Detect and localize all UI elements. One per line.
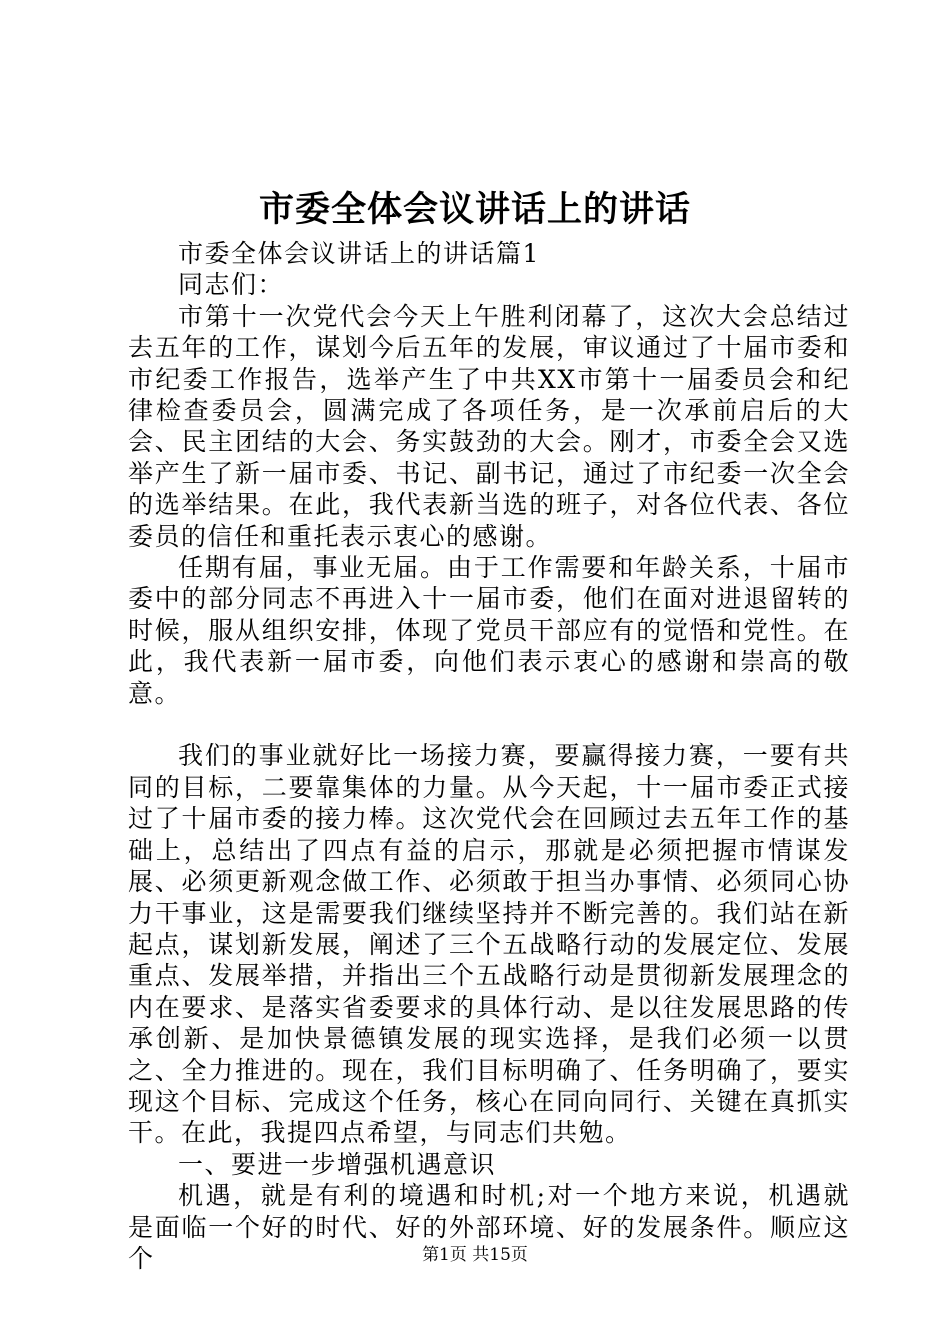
blank-line	[128, 709, 850, 740]
paragraph: 我们的事业就好比一场接力赛，要赢得接力赛，一要有共同的目标，二要靠集体的力量。从今天起，十一届市委正式接过了十届市委的接力棒。这次党代会在回顾过去五年工作的基础上，总结出了四点有益的启示，那就是必须把握市情谋发展、必须更新观念做工作、必须敢于担当办事情、必须同心协力干事业，这是需要我们继续坚持并不断完善的。我们站在新起点，谋划新发展，阐述了三个五战略行动的发展定位、发展重点、发展举措，并指出三个五战略行动是贯彻新发展理念的内在要求、是落实省委要求的具体行动、是以往发展思路的传承创新、是加快景德镇发展的现实选择，是我们必须一以贯之、全力推进的。现在，我们目标明确了、任务明确了，要实现这个目标、完成这个任务，核心在同向同行、关键在真抓实干。在此，我提四点希望，与同志们共勉。	[128, 741, 850, 1148]
section-heading: 市委全体会议讲话上的讲话篇1	[178, 239, 540, 268]
paragraph: 市第十一次党代会今天上午胜利闭幕了，这次大会总结过去五年的工作，谋划今后五年的发展，审议通过了十届市委和市纪委工作报告，选举产生了中共XX市第十一届委员会和纪律检查委员会，圆满完成了各项任务，是一次承前启后的大会、民主团结的大会、务实鼓劲的大会。刚才，市委全会又选举产生了新一届市委、书记、副书记，通过了市纪委一次全会的选举结果。在此，我代表新当选的班子，对各位代表、各位委员的信任和重托表示衷心的感谢。	[128, 301, 850, 551]
document-body	[128, 238, 850, 1274]
page-number: 第1页 共15页	[422, 1245, 528, 1265]
document-title: 市委全体会议讲话上的讲话	[258, 189, 691, 230]
paragraph: 机遇，就是有利的境遇和时机;对一个地方来说，机遇就是面临一个好的时代、好的外部环境、好的发展条件。顺应这个	[128, 1181, 850, 1273]
salutation: 同志们：	[178, 270, 285, 300]
subheading: 一、要进一步增强机遇意识	[178, 1149, 497, 1179]
paragraph: 任期有届，事业无届。由于工作需要和年龄关系，十届市委中的部分同志不再进入十一届市委，他们在面对进退留转的时候，服从组织安排，体现了党员干部应有的觉悟和党性。在此，我代表新一届市委，向他们表示衷心的感谢和崇高的敬意。	[128, 553, 850, 708]
